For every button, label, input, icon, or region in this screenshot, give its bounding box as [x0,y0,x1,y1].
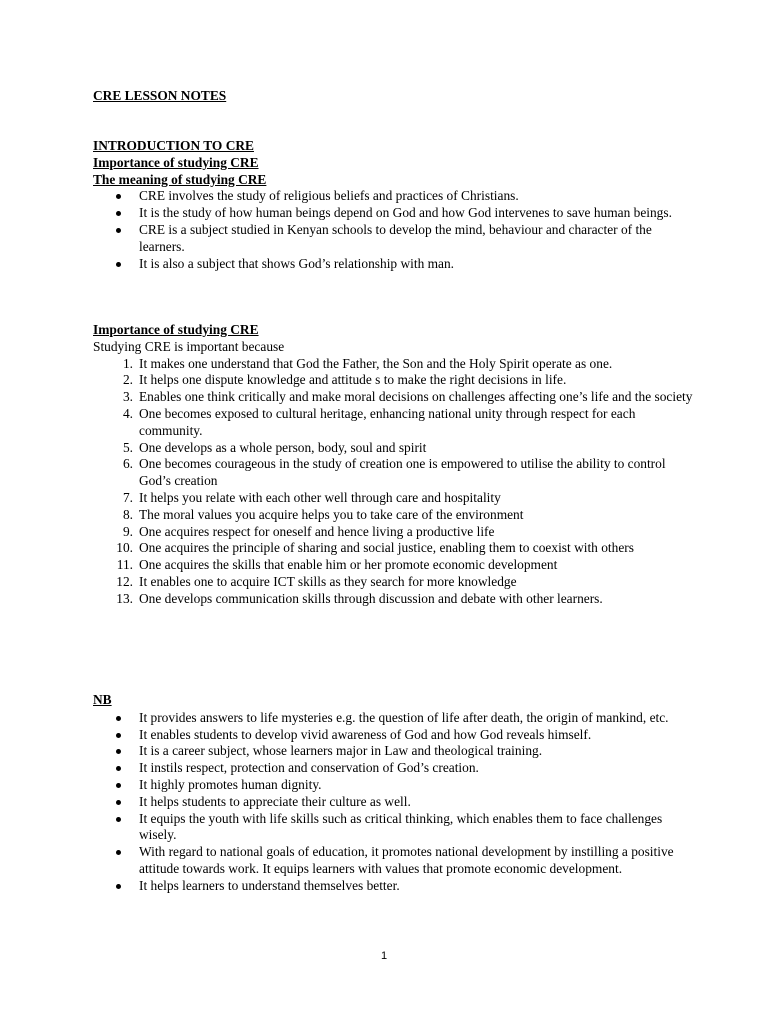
list-item [93,372,693,389]
list-item-number: 5. [122,439,133,455]
list-item-text: It makes one understand that God the Father, the Son and the Holy Spirit operate as one. [139,355,613,371]
intro-heading: INTRODUCTION TO CRE [93,138,254,153]
page-number: 1 [380,950,388,962]
importance-heading: Importance of studying CRE [93,322,259,337]
nb-bullet-list [93,710,693,895]
list-item [93,574,693,591]
list-item [93,710,693,727]
list-item-text: It highly promotes human dignity. [139,776,322,792]
list-item [93,440,693,457]
bullet-icon [116,800,121,805]
list-item-number: 7. [122,489,133,505]
bullet-icon [116,749,121,754]
bullet-icon [116,817,121,822]
bullet-icon [116,262,121,267]
list-item-text: It helps students to appreciate their culture as well. [139,793,411,809]
list-item-text: It provides answers to life mysteries e.g. the question of life after death, the origin of mankind, etc. [139,709,669,725]
bullet-icon [116,716,121,721]
title-block [93,88,693,105]
list-item-number: 2. [122,372,133,388]
list-item [93,760,693,777]
list-item-text: With regard to national goals of education, it promotes national development by instilling a positive attitude towards work. It equips learners with values that promote economic development. [139,844,674,876]
list-item-text: Enables one think critically and make moral decisions on challenges affecting one’s life and the society [139,389,693,405]
list-item [93,540,693,557]
list-item: CRE involves the study of religious beliefs and practices of Christians. [93,188,693,205]
list-item-text: It equips the youth with life skills such as critical thinking, which enables them to face challenges wisely. [139,810,663,843]
list-item-number: 1. [122,355,133,371]
list-item-text: One becomes courageous in the study of creation one is empowered to utilise the ability to control God’s creation [139,456,666,489]
bullet-icon [116,228,121,233]
list-item-number: 6. [122,456,133,472]
list-item: CRE is a subject studied in Kenyan schools to develop the mind, behaviour and character of the learners. [93,222,693,256]
document-title: CRE LESSON NOTES [93,88,227,103]
bullet-icon [116,194,121,199]
list-item-number: 12. [116,573,133,589]
bullet-icon [116,850,121,855]
list-item-number: 8. [122,506,133,522]
bullet-icon [116,766,121,771]
list-item [93,743,693,760]
nb-section [93,692,693,895]
list-item [93,389,693,406]
list-item [93,490,693,507]
list-item-text: One develops as a whole person, body, soul and spirit [139,439,427,455]
list-item-number: 11. [116,557,133,573]
list-item: It is the study of how human beings depend on God and how God intervenes to save human beings. [93,205,693,222]
list-item-text: One develops communication skills through discussion and debate with other learners. [139,590,603,606]
list-item-text: It helps one dispute knowledge and attitude s to make the right decisions in life. [139,372,567,388]
list-item-text: The moral values you acquire helps you to take care of the environment [139,506,524,522]
list-item-number: 10. [116,540,133,556]
importance-section [93,322,693,608]
list-item [93,878,693,895]
list-item [93,794,693,811]
list-item-text: It enables students to develop vivid awareness of God and how God reveals himself. [139,726,592,742]
nb-heading: NB [93,692,112,707]
intro-bullet-list [93,188,693,272]
list-item-text: It enables one to acquire ICT skills as they search for more knowledge [139,573,517,589]
list-item-text: It helps learners to understand themselves better. [139,877,400,893]
bullet-icon [116,783,121,788]
importance-lead: Studying CRE is important because [93,338,285,354]
list-item-text: One acquires the principle of sharing and social justice, enabling them to coexist with others [139,540,634,556]
bullet-icon [116,211,121,216]
list-item-text: It helps you relate with each other well through care and hospitality [139,489,501,505]
list-item-text: It is a career subject, whose learners major in Law and theological training. [139,743,543,759]
bullet-icon [116,884,121,889]
list-item [93,406,693,440]
bullet-icon [116,733,121,738]
intro-subheading-importance: Importance of studying CRE [93,154,259,170]
list-item [93,811,693,845]
list-item [93,507,693,524]
list-item-number: 3. [122,389,133,405]
list-item-text: One acquires the skills that enable him or her promote economic development [139,557,558,573]
intro-section [93,138,693,272]
importance-numbered-list [93,356,693,608]
list-item-text: One acquires respect for oneself and hence living a productive life [139,523,495,539]
list-item [93,727,693,744]
list-item [93,777,693,794]
list-item [93,524,693,541]
list-item [93,356,693,373]
list-item: It is also a subject that shows God’s relationship with man. [93,256,693,273]
list-item-number: 13. [116,590,133,606]
list-item [93,557,693,574]
list-item-text: It instils respect, protection and conservation of God’s creation. [139,760,479,776]
list-item-text: One becomes exposed to cultural heritage, enhancing national unity through respect for each community. [139,405,636,438]
list-item [93,844,693,878]
list-item-number: 9. [122,523,133,539]
list-item-number: 4. [122,405,133,421]
intro-subheading-meaning: The meaning of studying CRE [93,171,267,187]
list-item [93,456,693,490]
list-item [93,591,693,608]
